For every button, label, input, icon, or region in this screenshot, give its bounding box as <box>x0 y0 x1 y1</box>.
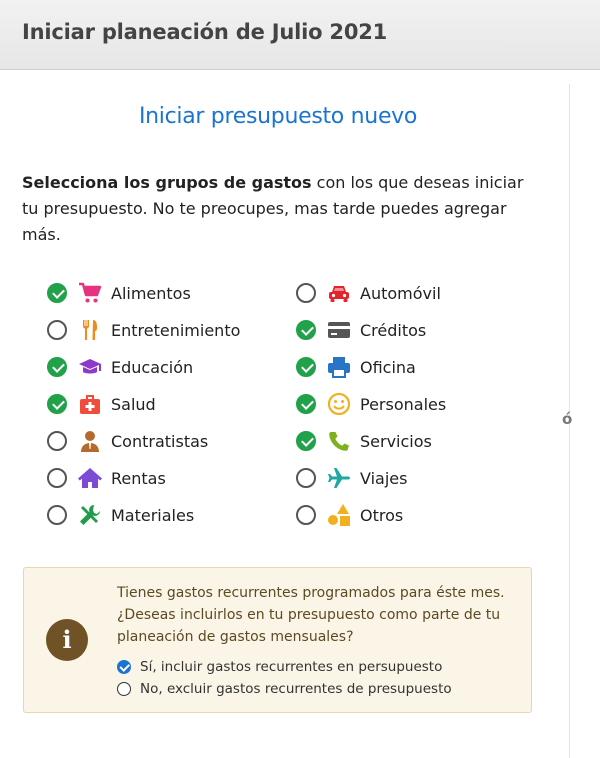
credit-card-icon <box>327 318 351 342</box>
category-personales[interactable] <box>296 389 446 419</box>
category-checkbox[interactable] <box>296 394 316 414</box>
category-label: Viajes <box>360 468 408 488</box>
phone-icon <box>327 429 351 453</box>
category-educacion[interactable] <box>47 352 193 382</box>
category-label: Materiales <box>111 505 195 525</box>
category-checkbox[interactable] <box>296 431 316 451</box>
utensils-icon <box>78 318 102 342</box>
category-creditos[interactable] <box>296 315 426 345</box>
graduation-cap-icon <box>78 355 102 379</box>
option-label: Sí, incluir gastos recurrentes en persupuesto <box>140 659 443 675</box>
option-radio[interactable] <box>117 682 131 696</box>
section-subtitle: Iniciar presupuesto nuevo <box>138 104 418 129</box>
recurring-expenses-notice <box>23 567 532 713</box>
printer-icon <box>327 355 351 379</box>
category-label: Rentas <box>111 468 166 488</box>
category-viajes[interactable] <box>296 463 407 493</box>
category-label: Contratistas <box>111 431 209 451</box>
car-icon <box>327 281 351 305</box>
intro-text <box>22 170 542 248</box>
category-checkbox[interactable] <box>296 505 316 525</box>
option-label: No, excluir gastos recurrentes de presupuesto <box>140 681 452 697</box>
category-rentas[interactable] <box>47 463 166 493</box>
category-label: Otros <box>360 505 404 525</box>
category-label: Personales <box>360 394 447 414</box>
category-label: Servicios <box>360 431 432 451</box>
tools-icon <box>78 503 102 527</box>
option-include-recurring[interactable] <box>117 658 442 676</box>
category-oficina[interactable] <box>296 352 416 382</box>
category-label: Alimentos <box>111 283 191 303</box>
category-checkbox[interactable] <box>47 394 67 414</box>
intro-rest: con los que deseas iniciar tu presupuesto. No te preocupes, mas tarde puedes agregar más. <box>22 173 524 244</box>
side-clipped-text: ó <box>562 410 573 428</box>
category-checkbox[interactable] <box>47 431 67 451</box>
category-checkbox[interactable] <box>296 468 316 488</box>
category-label: Salud <box>111 394 156 414</box>
category-salud[interactable] <box>47 389 156 419</box>
category-checkbox[interactable] <box>47 505 67 525</box>
window-header <box>0 0 600 70</box>
house-icon <box>78 466 102 490</box>
info-icon: i <box>46 619 88 661</box>
category-checkbox[interactable] <box>296 357 316 377</box>
category-checkbox[interactable] <box>296 320 316 340</box>
page-title: Iniciar planeación de Julio 2021 <box>22 20 388 44</box>
category-contratistas[interactable] <box>47 426 208 456</box>
category-entretenimiento[interactable] <box>47 315 240 345</box>
category-checkbox[interactable] <box>296 283 316 303</box>
category-label: Oficina <box>360 357 416 377</box>
category-label: Entretenimiento <box>111 320 241 340</box>
medkit-icon <box>78 392 102 416</box>
shapes-icon <box>327 503 351 527</box>
cart-icon <box>78 281 102 305</box>
notice-text: Tienes gastos recurrentes programados para éste mes. ¿Deseas incluirlos en tu presupuesto como parte de tu planeación de gastos mensuales? <box>117 585 505 645</box>
option-radio[interactable] <box>117 660 131 674</box>
worker-icon <box>78 429 102 453</box>
intro-bold: Selecciona los grupos de gastos <box>22 173 312 192</box>
category-materiales[interactable] <box>47 500 194 530</box>
category-checkbox[interactable] <box>47 283 67 303</box>
category-checkbox[interactable] <box>47 357 67 377</box>
category-alimentos[interactable] <box>47 278 191 308</box>
category-label: Créditos <box>360 320 427 340</box>
category-otros[interactable] <box>296 500 403 530</box>
category-checkbox[interactable] <box>47 320 67 340</box>
option-exclude-recurring[interactable] <box>117 680 452 698</box>
category-automovil[interactable] <box>296 278 441 308</box>
category-label: Automóvil <box>360 283 441 303</box>
plane-icon <box>327 466 351 490</box>
smiley-icon <box>327 392 351 416</box>
category-checkbox[interactable] <box>47 468 67 488</box>
category-label: Educación <box>111 357 194 377</box>
category-servicios[interactable] <box>296 426 432 456</box>
